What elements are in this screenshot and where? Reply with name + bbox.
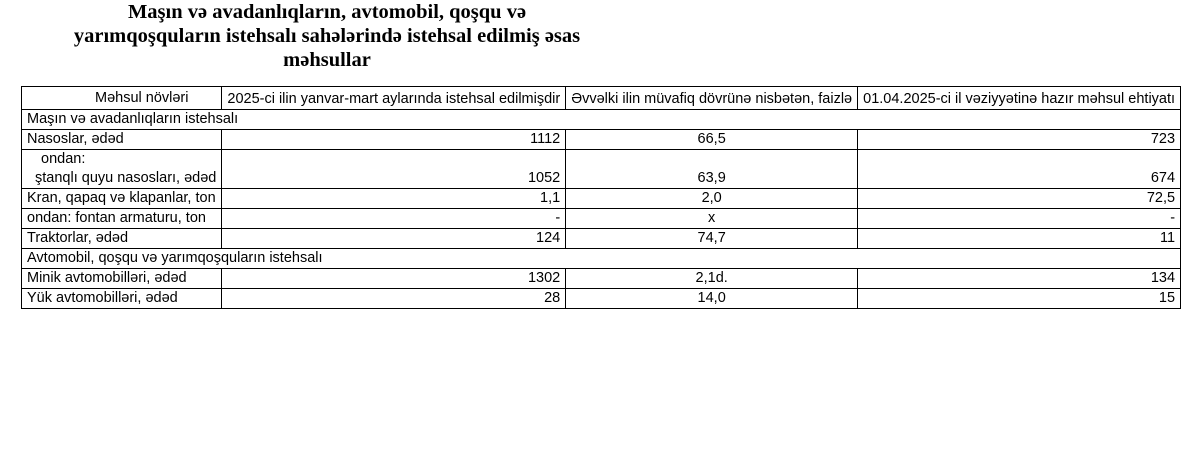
section-auto: Avtomobil, qoşqu və yarımqoşquların istehsalı (22, 249, 1181, 269)
row-ratio: 66,5 (566, 130, 858, 150)
header-stock: 01.04.2025-ci il vəziyyətinə hazır məhsul ehtiyatı (858, 87, 1181, 110)
header-row (22, 87, 1181, 110)
header-product: Məhsul növləri (22, 87, 222, 110)
production-table (21, 86, 1181, 309)
table-row (22, 269, 1181, 289)
table-row (22, 289, 1181, 309)
row-stock: 15 (858, 289, 1181, 309)
row-stock: 674 (858, 150, 1181, 189)
row-label: ştanqlı quyu nasosları, ədəd (35, 170, 217, 186)
table-row (22, 150, 1181, 189)
row-name: Nasoslar, ədəd (22, 130, 222, 150)
row-ratio: x (566, 209, 858, 229)
row-stock: 72,5 (858, 189, 1181, 209)
table-row (22, 130, 1181, 150)
row-ratio: 74,7 (566, 229, 858, 249)
row-prefix: ondan: (41, 151, 86, 167)
row-ratio: 14,0 (566, 289, 858, 309)
row-name: Traktorlar, ədəd (22, 229, 222, 249)
section-row (22, 249, 1181, 269)
row-produced: 1112 (222, 130, 566, 150)
page-title (0, 0, 654, 72)
row-produced: 1302 (222, 269, 566, 289)
row-stock: 11 (858, 229, 1181, 249)
row-name: Minik avtomobilləri, ədəd (22, 269, 222, 289)
title-line-1: Maşın və avadanlıqların, avtomobil, qoşqu və (127, 1, 527, 23)
header-produced: 2025-ci ilin yanvar-mart aylarında istehsal edilmişdir (222, 87, 566, 110)
row-name: Yük avtomobilləri, ədəd (22, 289, 222, 309)
table-row (22, 209, 1181, 229)
row-name: Kran, qapaq və klapanlar, ton (22, 189, 222, 209)
section-machinery: Maşın və avadanlıqların istehsalı (22, 110, 1181, 130)
row-ratio: 2,1d. (566, 269, 858, 289)
row-ratio: 63,9 (566, 150, 858, 189)
row-produced: 1052 (222, 150, 566, 189)
table-row (22, 229, 1181, 249)
row-produced: 28 (222, 289, 566, 309)
row-stock: 134 (858, 269, 1181, 289)
row-ratio: 2,0 (566, 189, 858, 209)
row-stock: 723 (858, 130, 1181, 150)
section-row (22, 110, 1181, 130)
row-produced: 1,1 (222, 189, 566, 209)
title-line-3: məhsullar (283, 49, 371, 71)
row-stock: - (858, 209, 1181, 229)
title-line-2: yarımqoşquların istehsalı sahələrində istehsal edilmiş əsas (73, 25, 581, 47)
header-ratio: Əvvəlki ilin müvafiq dövrünə nisbətən, faizlə (566, 87, 858, 110)
row-name: ondan: fontan armaturu, ton (22, 209, 222, 229)
table-row (22, 189, 1181, 209)
row-name (22, 150, 222, 189)
row-produced: 124 (222, 229, 566, 249)
row-produced: - (222, 209, 566, 229)
